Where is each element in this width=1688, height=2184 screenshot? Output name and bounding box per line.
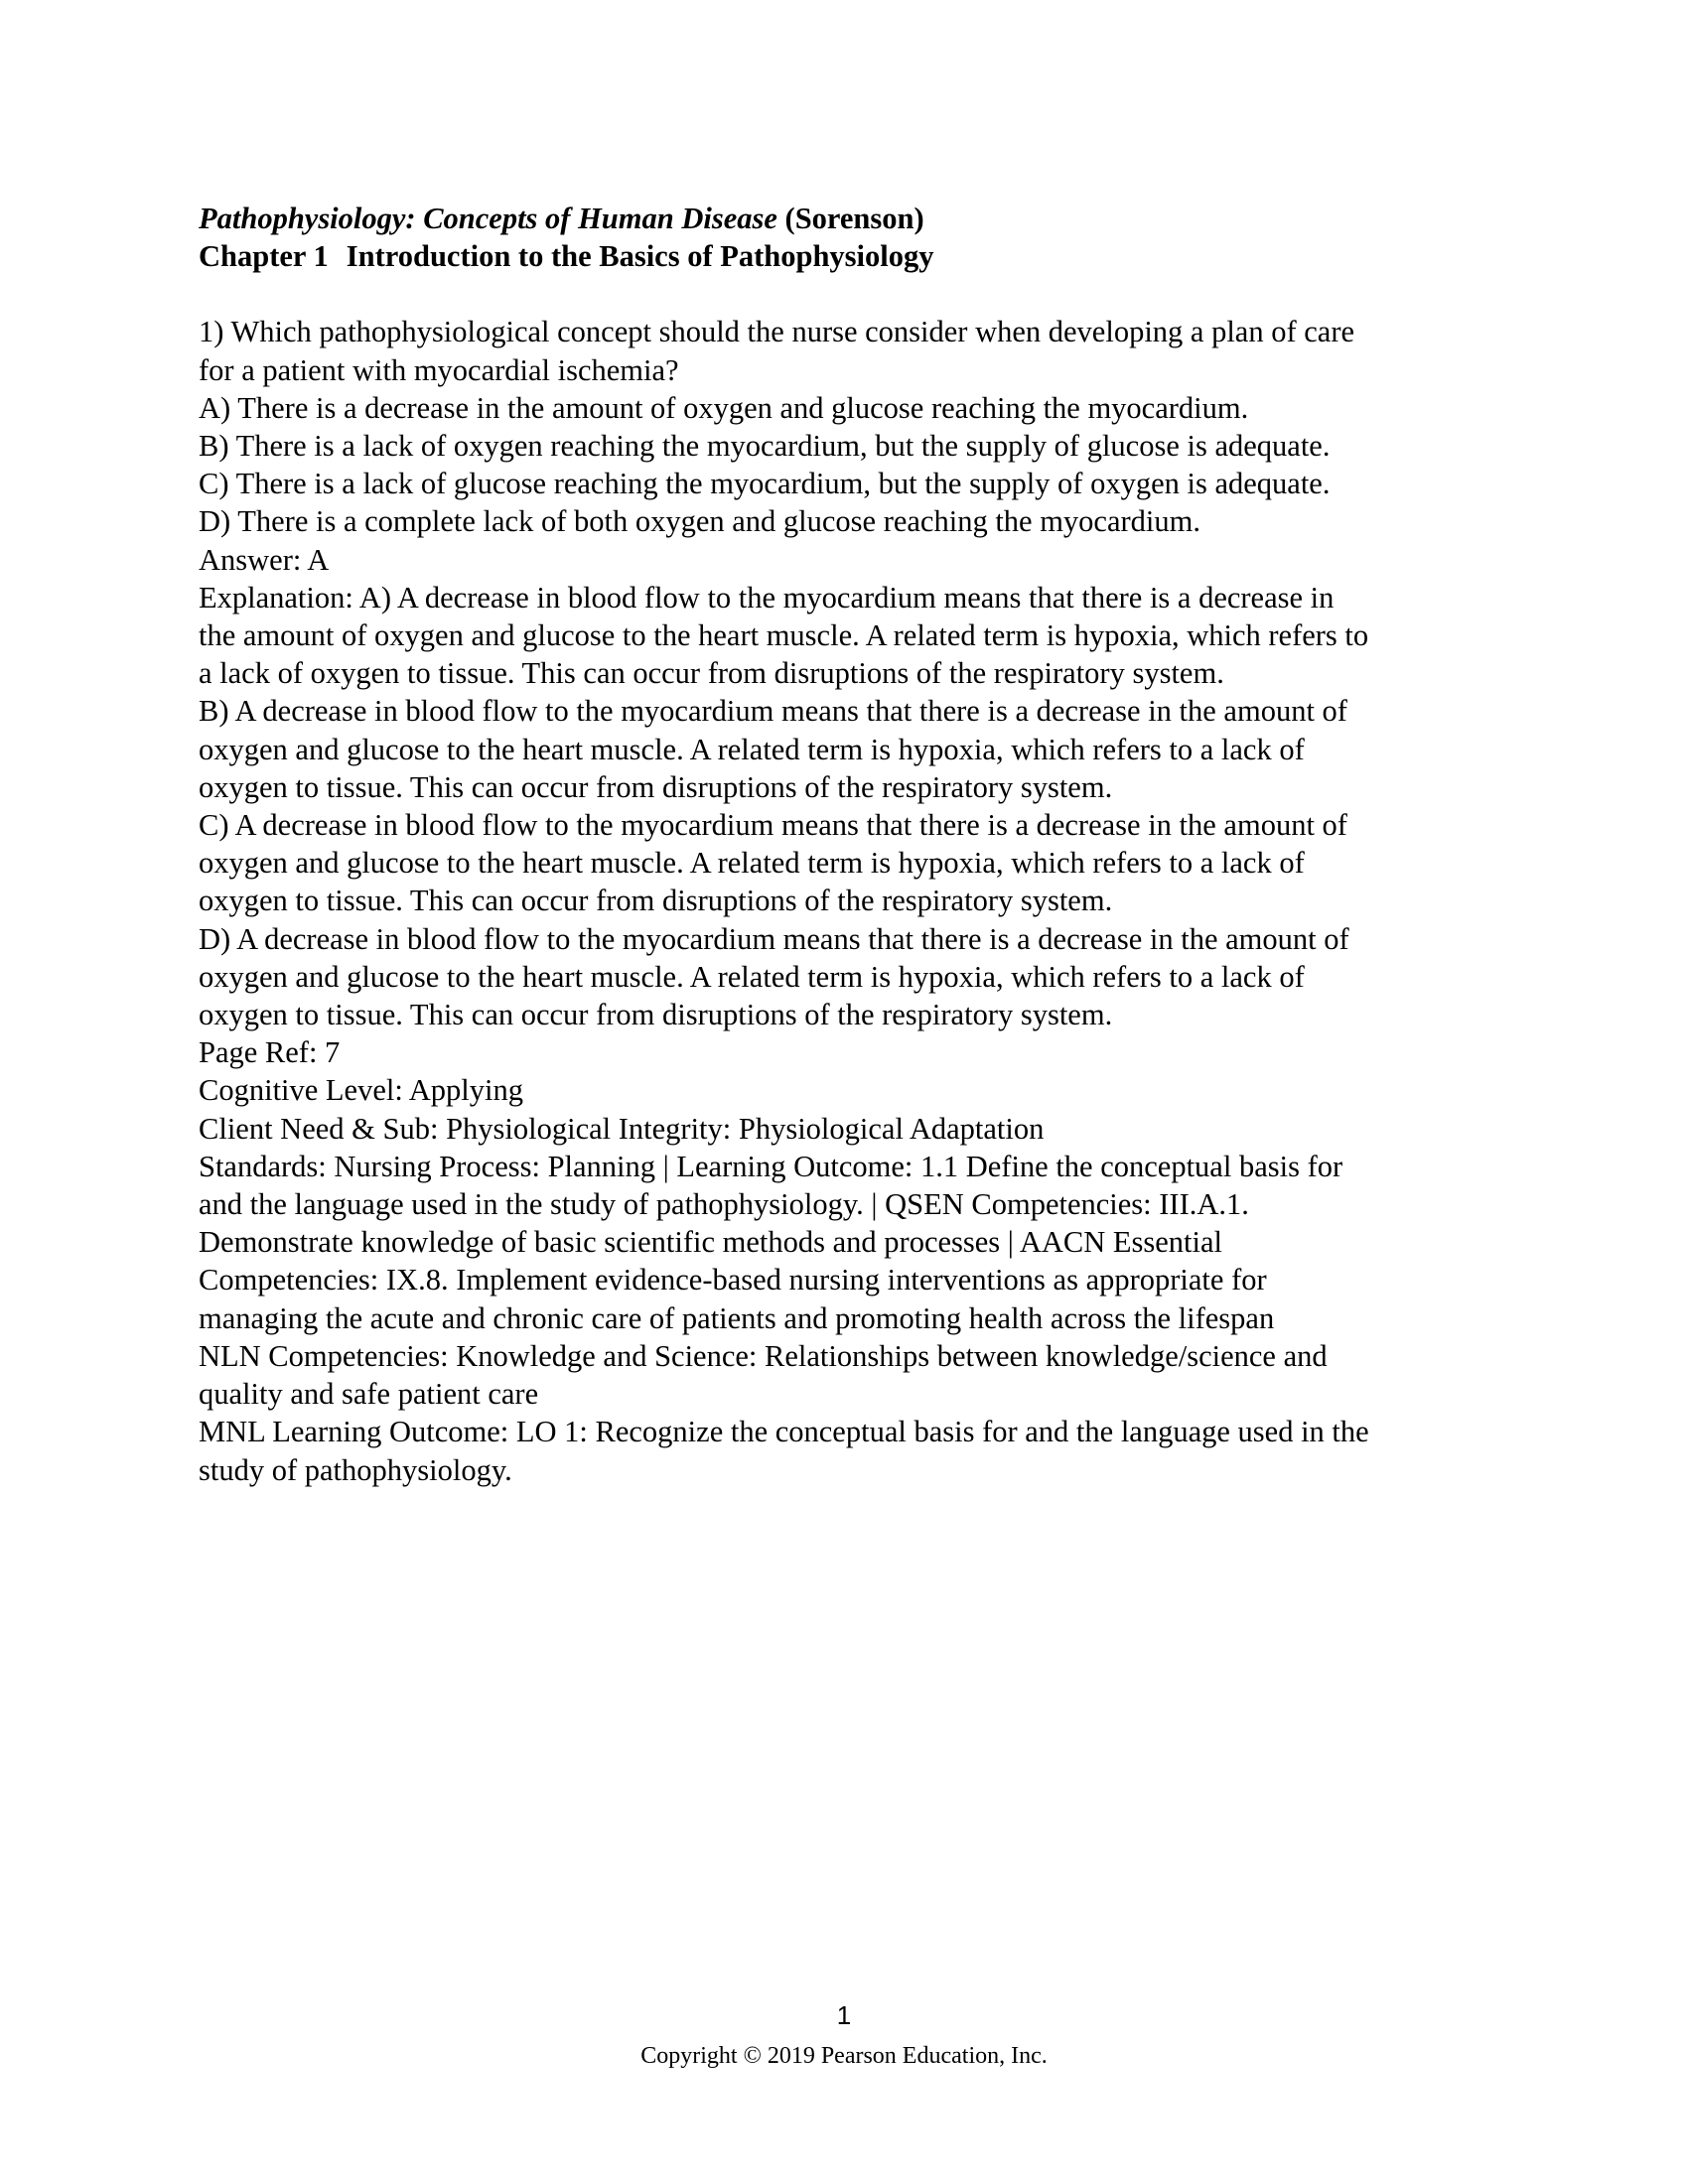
standards-line: and the language used in the study of pathophysiology. | QSEN Competencies: III.A.1. [199, 1187, 1249, 1222]
mnl-learning-outcome: MNL Learning Outcome: LO 1: Recognize the conceptual basis for and the language used in the [199, 1415, 1369, 1449]
standards-line: managing the acute and chronic care of patients and promoting health across the lifespan [199, 1300, 1275, 1335]
explanation-line: Explanation: A) A decrease in blood flow to the myocardium means that there is a decrease in [199, 580, 1335, 614]
standards-line: Standards: Nursing Process: Planning | Learning Outcome: 1.1 Define the conceptual basis for [199, 1149, 1343, 1183]
chapter-label: Chapter 1 [199, 239, 329, 274]
page-number: 1 [836, 2000, 852, 2030]
chapter-title: Introduction to the Basics of Pathophysiology [346, 239, 934, 274]
option-b: B) There is a lack of oxygen reaching the myocardium, but the supply of glucose is adequate. [199, 429, 1331, 464]
document-body [199, 200, 1509, 1489]
explanation-line: oxygen to tissue. This can occur from disruptions of the respiratory system. [199, 769, 1113, 804]
nln-competencies: NLN Competencies: Knowledge and Science: Relationships between knowledge/science and [199, 1338, 1328, 1373]
explanation-line: oxygen and glucose to the heart muscle. A related term is hypoxia, which refers to a lack of [199, 846, 1305, 881]
book-title: Pathophysiology: Concepts of Human Disease [199, 202, 777, 235]
standards-line: Demonstrate knowledge of basic scientific methods and processes | AACN Essential [199, 1225, 1222, 1260]
chapter-heading [199, 237, 1509, 275]
mnl-learning-outcome: study of pathophysiology. [199, 1452, 512, 1487]
explanation-line: oxygen and glucose to the heart muscle. A related term is hypoxia, which refers to a lack of [199, 732, 1305, 766]
stem-line: 1) Which pathophysiological concept should the nurse consider when developing a plan of care [199, 315, 1355, 349]
standards-line: Competencies: IX.8. Implement evidence-based nursing interventions as appropriate for [199, 1263, 1267, 1297]
heading-spacer [199, 275, 1509, 313]
client-need: Client Need & Sub: Physiological Integrity: Physiological Adaptation [199, 1111, 1045, 1146]
book-author: (Sorenson) [776, 202, 924, 235]
answer-line: Answer: A [199, 542, 330, 577]
cognitive-level: Cognitive Level: Applying [199, 1073, 523, 1108]
explanation-line: oxygen to tissue. This can occur from disruptions of the respiratory system. [199, 998, 1113, 1032]
explanation-line: D) A decrease in blood flow to the myocardium means that there is a decrease in the amount of [199, 921, 1349, 956]
stem-line: for a patient with myocardial ischemia? [199, 352, 679, 387]
explanation-line: oxygen and glucose to the heart muscle. A related term is hypoxia, which refers to a lack of [199, 959, 1305, 994]
nln-competencies: quality and safe patient care [199, 1377, 539, 1412]
option-d: D) There is a complete lack of both oxygen and glucose reaching the myocardium. [199, 504, 1200, 539]
option-c: C) There is a lack of glucose reaching the myocardium, but the supply of oxygen is adequate. [199, 467, 1331, 501]
copyright-notice: Copyright © 2019 Pearson Education, Inc. [640, 2043, 1048, 2069]
explanation-line: a lack of oxygen to tissue. This can occur from disruptions of the respiratory system. [199, 656, 1224, 691]
question-stem [199, 313, 1509, 388]
explanation-line: C) A decrease in blood flow to the myocardium means that there is a decrease in the amount of [199, 808, 1347, 843]
explanation-line: B) A decrease in blood flow to the myocardium means that there is a decrease in the amount of [199, 694, 1347, 729]
explanation-line: the amount of oxygen and glucose to the heart muscle. A related term is hypoxia, which refers to [199, 618, 1369, 653]
explanation [199, 579, 1509, 1033]
book-title-line [199, 200, 1509, 237]
page-ref: Page Ref: 7 [199, 1035, 341, 1070]
explanation-line: oxygen to tissue. This can occur from disruptions of the respiratory system. [199, 884, 1113, 918]
option-a: A) There is a decrease in the amount of oxygen and glucose reaching the myocardium. [199, 390, 1249, 425]
question-metadata [199, 1033, 1509, 1488]
answer-options [199, 389, 1509, 541]
